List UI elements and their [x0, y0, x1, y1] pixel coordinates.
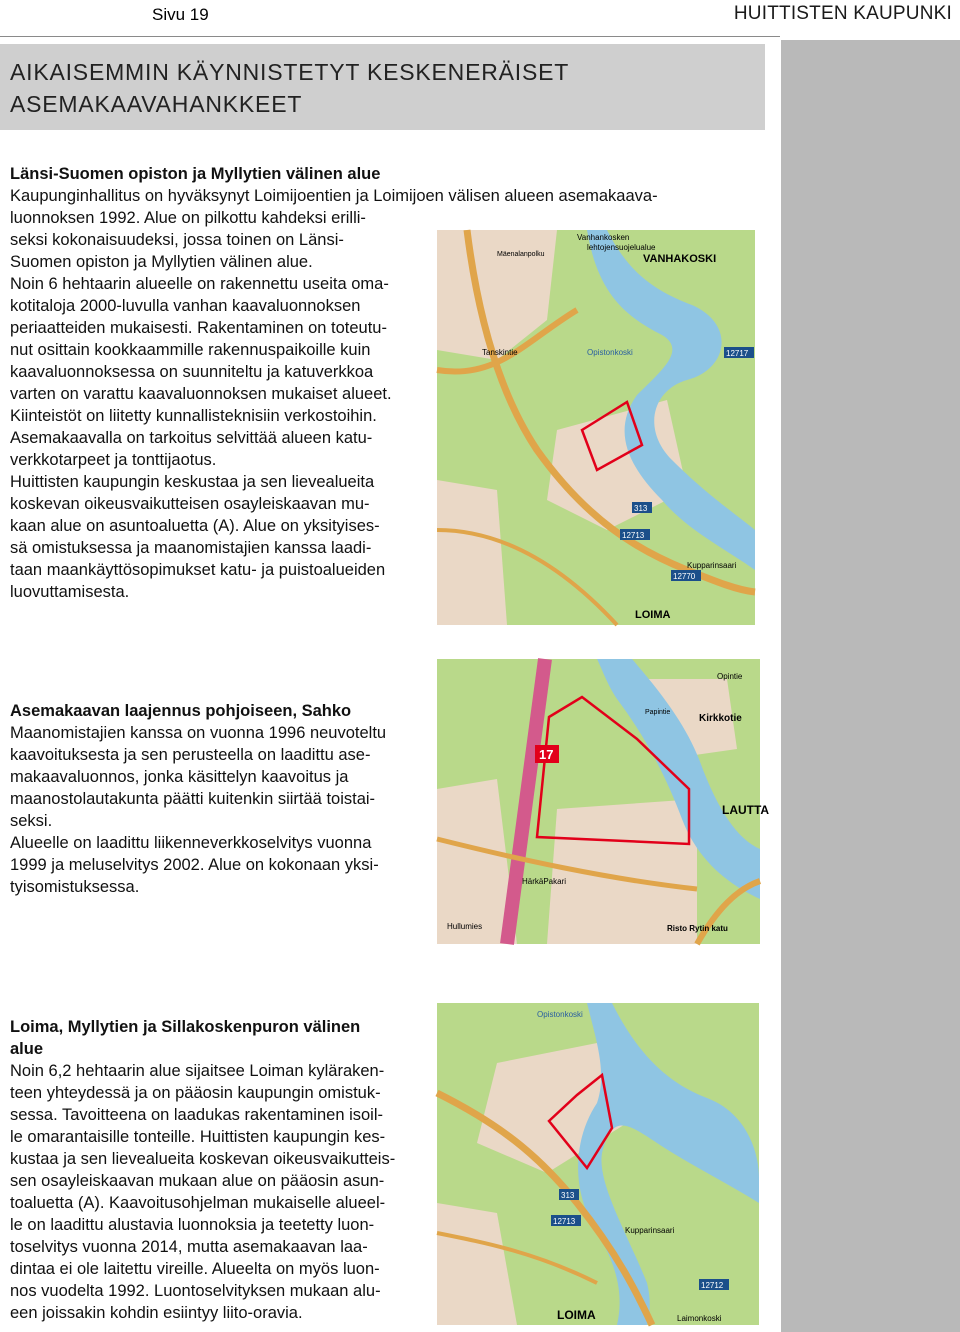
map-loima — [437, 1003, 759, 1325]
map-label: Mäenalanpolku — [497, 251, 545, 258]
organization-name: HUITTISTEN KAUPUNKI — [733, 3, 952, 24]
paragraph-line: sessa. Tavoitteena on laadukas rakentaminen isoil- — [10, 1106, 383, 1124]
paragraph-line: Kiinteistöt on liitetty kunnallisteknisiin verkostoihin. — [10, 407, 377, 425]
paragraph-line: Kaupunginhallitus on hyväksynyt Loimijoentien ja Loimijoen välisen alueen asemakaava- — [10, 187, 658, 205]
paragraph-line: makaavaluonnos, jonka käsittelyn kaavoitus ja — [10, 768, 349, 786]
paragraph-line: kaavoituksesta ja sen perusteella on laadittu ase- — [10, 746, 371, 764]
paragraph-line: 1999 ja meluselvitys 2002. Alue on kokonaan yksi- — [10, 856, 379, 874]
page-title-line1: AIKAISEMMIN KÄYNNISTETYT KESKENERÄISET — [10, 59, 570, 85]
paragraph-line: kaavaluonnoksessa on suunniteltu ja katuverkkoa — [10, 363, 374, 381]
section-heading: Asemakaavan laajennus pohjoiseen, Sahko — [10, 702, 352, 720]
road-number: 313 — [634, 504, 648, 513]
paragraph-line: Huittisten kaupungin keskustaa ja sen lievealueita — [10, 473, 375, 491]
paragraph-line: taan maankäyttösopimukset katu- ja puistoalueiden — [10, 561, 386, 579]
paragraph-line: toselvitys vuonna 2014, mutta asemakaavan laa- — [10, 1238, 368, 1256]
map-label: VANHAKOSKI — [643, 253, 717, 265]
paragraph-line: maanostolautakunta päätti kuitenkin siirtää toistai- — [10, 790, 376, 808]
map-label: Risto Rytin katu — [667, 924, 728, 933]
paragraph-line: le omarantaisille tonteille. Huittisten kaupungin kes- — [10, 1128, 386, 1146]
map-label: Kupparinsaari — [687, 561, 737, 570]
paragraph-line: kustaa ja sen lievealueita koskevan oikeusvaikutteis- — [10, 1150, 396, 1168]
paragraph-line: verkkotarpeet ja tonttijaotus. — [10, 451, 217, 469]
paragraph-line: tyisomistuksessa. — [10, 878, 140, 896]
map-label: LOIMA — [635, 609, 671, 621]
paragraph-line: varten on varattu kaavaluonnoksen mukaiset alueet. — [10, 385, 392, 403]
paragraph-line: seksi kokonaisuudeksi, jossa toinen on Länsi- — [10, 231, 344, 249]
map-label: lehtojensuojelualue — [587, 243, 656, 252]
map-label: HärkäPakari — [522, 877, 567, 886]
paragraph-line: seksi. — [10, 812, 53, 830]
paragraph-line: nut osittain kookkaammille rakennuspaikoille kuin — [10, 341, 371, 359]
paragraph-line: luovuttamisesta. — [10, 583, 130, 601]
paragraph-line: een joissakin kohdin esiintyy liito-oravia. — [10, 1304, 303, 1322]
paragraph-line: kaan alue on asuntoaluetta (A). Alue on yksityises- — [10, 517, 380, 535]
road-number: 313 — [561, 1191, 575, 1200]
paragraph-line: sen osayleiskaavan mukaan alue on pääosin asun- — [10, 1172, 385, 1190]
road-number: 12713 — [553, 1217, 576, 1226]
paragraph-line: luonnoksen 1992. Alue on pilkottu kahdeksi erilli- — [10, 209, 366, 227]
paragraph-line: koskevan oikeusvaikutteisen osayleiskaavan mu- — [10, 495, 370, 513]
map-label: Hullumies — [447, 922, 483, 931]
page-number: Sivu 19 — [152, 5, 209, 24]
section-heading: Länsi-Suomen opiston ja Myllytien välinen alue — [10, 165, 381, 183]
paragraph-line: dintaa ei ole laitettu vireille. Alueelta on myös luon- — [10, 1260, 380, 1278]
road-number: 12713 — [622, 531, 645, 540]
map-label: Kirkkotie — [699, 713, 742, 724]
page-title-line2: ASEMAKAAVAHANKKEET — [10, 91, 303, 117]
side-bar — [781, 40, 960, 1332]
paragraph-line: Noin 6,2 hehtaarin alue sijaitsee Loiman kyläraken- — [10, 1062, 385, 1080]
paragraph-line: toaluetta (A). Kaavoitusohjelman mukaiselle alueel- — [10, 1194, 386, 1212]
map-label: Papintie — [645, 709, 671, 716]
map-label: Kupparinsaari — [625, 1226, 675, 1235]
section-heading-line1: Loima, Myllytien ja Sillakoskenpuron välinen — [10, 1018, 361, 1036]
map-sahko — [437, 659, 770, 944]
area-number: 17 — [539, 747, 554, 762]
map-label: Tanskintie — [482, 348, 518, 357]
map-label: Opistonkoski — [537, 1010, 583, 1019]
map-label: LOIMA — [557, 1308, 596, 1322]
paragraph-line: Suomen opiston ja Myllytien välinen alue. — [10, 253, 313, 271]
paragraph-line: Maanomistajien kanssa on vuonna 1996 neuvoteltu — [10, 724, 387, 742]
paragraph-line: Asemakaavalla on tarkoitus selvittää alueen katu- — [10, 429, 373, 447]
paragraph-line: Alueelle on laadittu liikenneverkkoselvitys vuonna — [10, 834, 372, 852]
section-heading-line2: alue — [10, 1040, 44, 1058]
map-label: Laimonkoski — [677, 1314, 722, 1323]
paragraph-line: Noin 6 hehtaarin alueelle on rakennettu useita oma- — [10, 275, 389, 293]
map-label: LAUTTA — [722, 803, 770, 817]
paragraph-line: nos vuodelta 1992. Luontoselvityksen mukaan alu- — [10, 1282, 381, 1300]
road-number: 12717 — [726, 349, 749, 358]
map-label: Opistonkoski — [587, 348, 633, 357]
road-number: 12770 — [673, 572, 696, 581]
map-label: Opintie — [717, 672, 743, 681]
section-sahko — [10, 700, 430, 898]
paragraph-line: sä omistuksessa ja maanomistajien kanssa laadi- — [10, 539, 372, 557]
paragraph-line: teen yhteydessä ja on pääosin kaupungin omistuk- — [10, 1084, 381, 1102]
section-loima — [10, 1016, 430, 1324]
map-label: Vanhankosken — [577, 233, 630, 242]
header-rule — [0, 36, 780, 37]
paragraph-line: periaatteiden mukaisesti. Rakentaminen on toteutu- — [10, 319, 387, 337]
road-number: 12712 — [701, 1281, 724, 1290]
paragraph-line: le on laadittu alustavia luonnoksia ja teetetty luon- — [10, 1216, 375, 1234]
paragraph-line: kotitaloja 2000-luvulla vanhan kaavaluonnoksen — [10, 297, 361, 315]
page-title — [0, 44, 765, 130]
map-vanhakoski — [437, 230, 755, 625]
